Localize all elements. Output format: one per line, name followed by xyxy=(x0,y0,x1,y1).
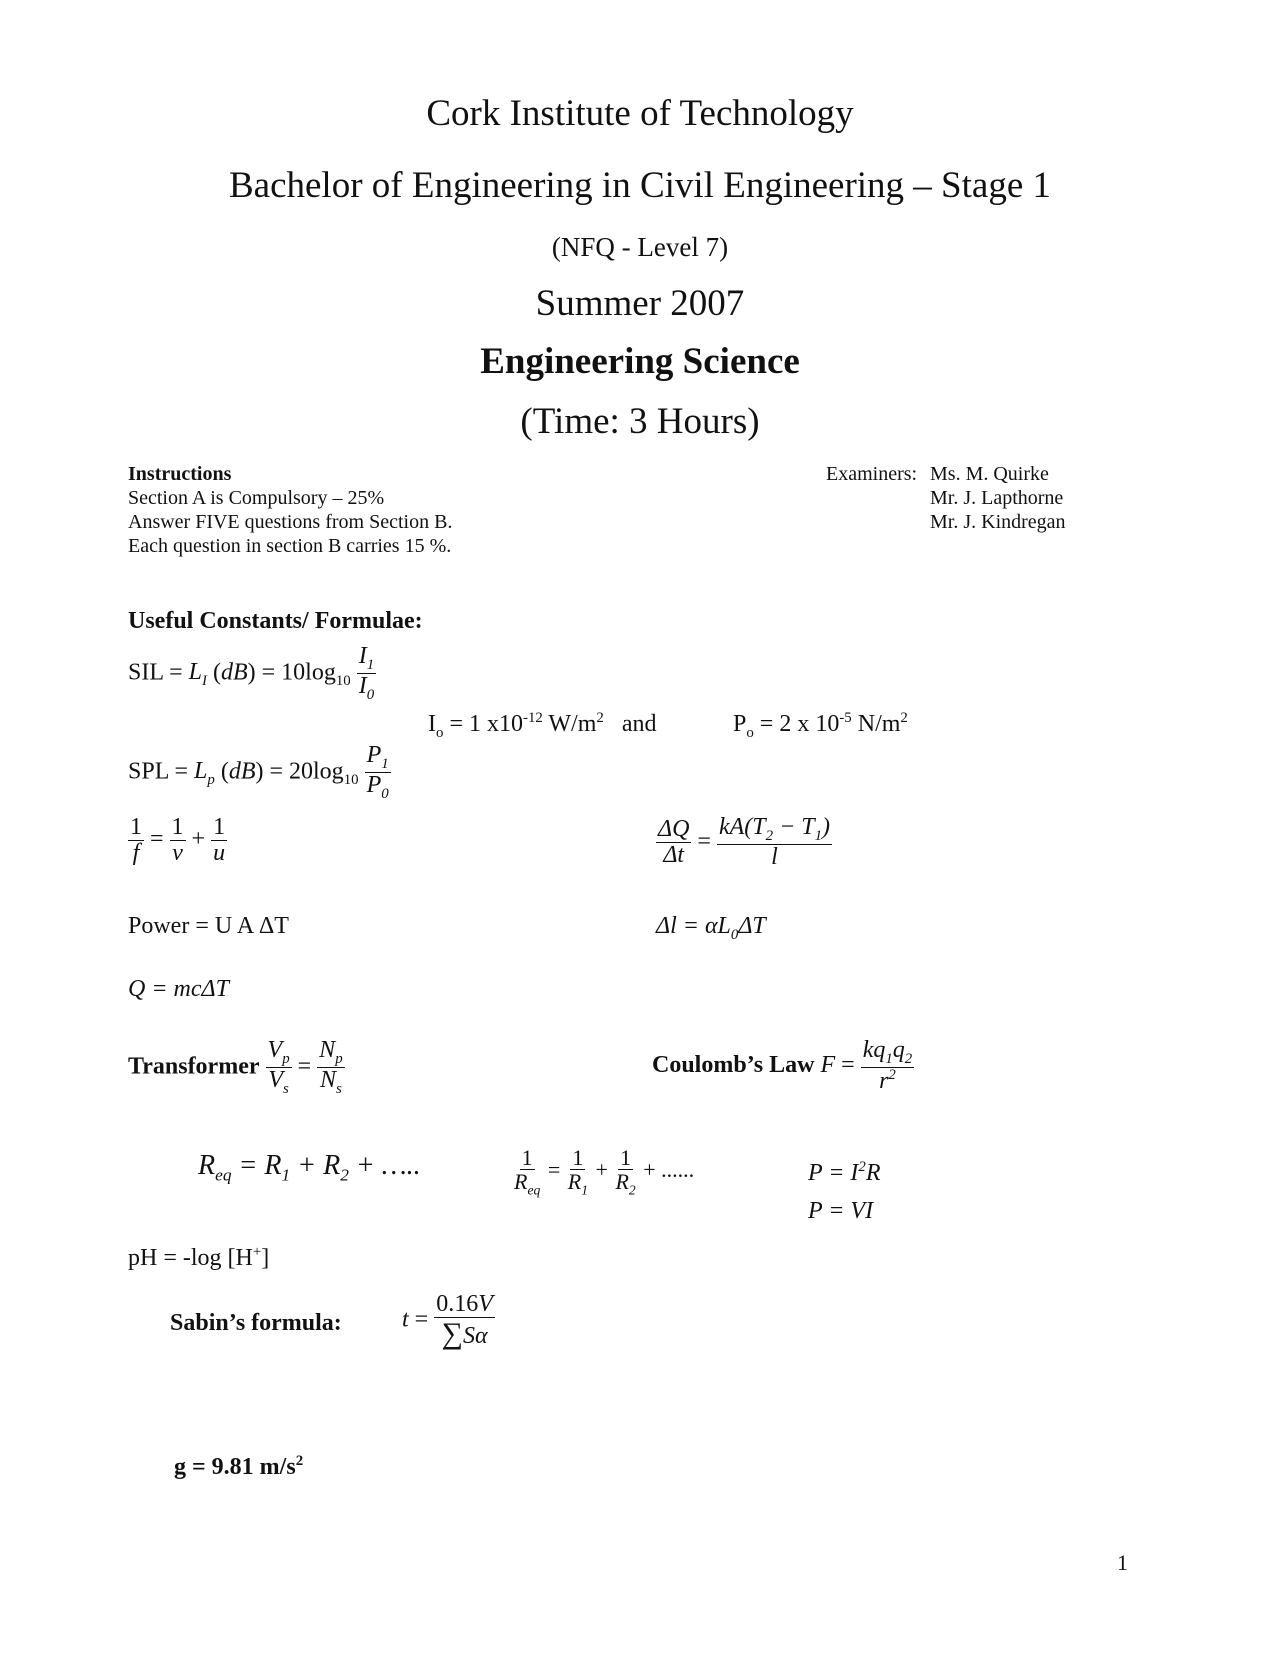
transformer-formula: Transformer $\frac{V_p}{V_s}$ = $\frac{N_p}{N_s}$ xyxy=(128,1037,343,1098)
spl-formula: SPL = $L_p$ $(dB) = 20\log_{10}$ $\frac{P_1}{P_0}$ xyxy=(128,742,389,803)
sil-label: SIL xyxy=(128,659,164,686)
sil-fraction: $\frac{I_1}{I_0}$ xyxy=(358,643,375,704)
sabin-label: Sabin’s formula: xyxy=(170,1310,342,1336)
instructions-block xyxy=(128,462,452,558)
parallel-resistance-formula: $\frac{1}{R_{eq}}$ = $\frac{1}{R_1}$ + $\frac{1}{R_2}$ + ...... xyxy=(514,1145,695,1198)
page-number: 1 xyxy=(1117,1550,1128,1575)
subject-title: Engineering Science xyxy=(480,341,800,382)
heat-conduction-formula: $\frac{\Delta Q}{\Delta t}$ = $\frac{kA(T_2 - T_1)}{l}$ xyxy=(658,814,831,871)
gravity-constant: g = 9.81 $m/s^2$ xyxy=(174,1453,304,1480)
formulae-heading: Useful Constants/ Formulae: xyxy=(128,608,423,634)
instruction-line: Answer FIVE questions from Section B. xyxy=(128,511,453,533)
institute-title: Cork Institute of Technology xyxy=(426,93,854,134)
transformer-label: Transformer xyxy=(128,1053,260,1080)
coulomb-formula: Coulomb’s Law F = $\frac{kq_1q_2}{r^2}$ xyxy=(652,1037,913,1095)
reference-intensity: $I_o = 1$ $x10^{-12}$ $W/m^2$ and xyxy=(428,710,657,741)
lens-formula: $\frac{1}{f}$ = $\frac{1}{v}$ + $\frac{1}{u}$ xyxy=(130,814,226,867)
heat-capacity-formula: Q = mcΔT xyxy=(128,976,229,1002)
programme-title: Bachelor of Engineering in Civil Engineering – Stage 1 xyxy=(228,165,1052,206)
series-resistance-formula: $R_{eq} = R_1 + R_2$ + ….. xyxy=(198,1150,421,1185)
electrical-power-formulas: $P = I^2R$ P = VI xyxy=(808,1159,881,1224)
instruction-line: Section A is Compulsory – 25% xyxy=(128,487,385,509)
spl-fraction: $\frac{P_1}{P_0}$ xyxy=(366,742,389,803)
spl-label: SPL xyxy=(128,758,169,785)
exam-duration: (Time: 3 Hours) xyxy=(520,401,760,442)
nfq-level: (NFQ - Level 7) xyxy=(551,232,729,262)
ph-formula: pH = -log [H+] xyxy=(128,1244,270,1271)
instructions-heading: Instructions xyxy=(128,463,232,485)
examiners-list xyxy=(930,462,1066,534)
exam-session: Summer 2007 xyxy=(535,283,745,324)
instruction-line: Each question in section B carries 15 %. xyxy=(128,535,452,557)
coulomb-label: Coulomb’s Law xyxy=(652,1051,815,1078)
expansion-formula: $\Delta l = \alpha L_0\Delta T$ xyxy=(656,913,766,943)
examiner-name: Mr. J. Lapthorne xyxy=(930,487,1064,509)
reference-pressure: $P_o = 2$ x $10^{-5}$ $N/m^2$ xyxy=(733,710,908,741)
power-formula: Power = U A ΔT xyxy=(128,913,289,939)
examiner-name: Ms. M. Quirke xyxy=(930,463,1049,485)
sabin-formula: t = $\frac{0.16V}{\sum S\alpha}$ xyxy=(402,1291,493,1351)
examiner-name: Mr. J. Kindregan xyxy=(930,511,1066,533)
sil-formula: SIL = $L_I$ $(dB) = 10\log_{10}$ $\frac{I_1}{I_0}$ xyxy=(128,643,375,704)
examiners-label: Examiners: xyxy=(826,463,918,485)
